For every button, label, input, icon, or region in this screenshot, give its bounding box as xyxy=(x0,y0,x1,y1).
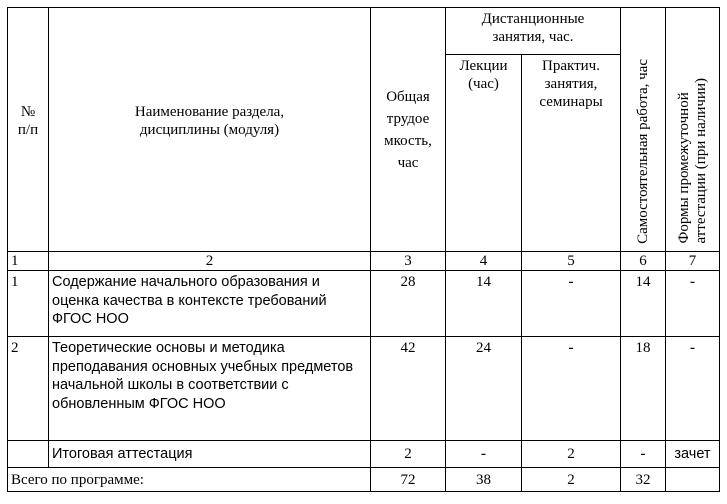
row-practical: 2 xyxy=(522,441,621,468)
total-practical: 2 xyxy=(522,468,621,492)
total-self-work: 32 xyxy=(621,468,666,492)
row-attestation: зачет xyxy=(666,441,720,468)
column-numbers-row xyxy=(8,252,720,271)
row-self-work: 14 xyxy=(621,271,666,337)
program-table xyxy=(7,7,720,492)
header-attestation xyxy=(666,8,720,252)
colnum-6: 6 xyxy=(621,252,666,271)
row-total: 2 xyxy=(371,441,446,468)
header-self-work-text: Самостоятельная работа, час xyxy=(634,59,651,244)
total-label: Всего по программе: xyxy=(8,468,371,492)
row-attestation: - xyxy=(666,337,720,441)
row-self-work: - xyxy=(621,441,666,468)
row-practical: - xyxy=(522,271,621,337)
header-attestation-text: Формы промежуточной аттестации (при наличии) xyxy=(675,78,709,244)
colnum-5: 5 xyxy=(522,252,621,271)
colnum-2: 2 xyxy=(49,252,371,271)
row-lectures: 24 xyxy=(446,337,522,441)
table-row xyxy=(8,337,720,441)
table-row xyxy=(8,441,720,468)
row-lectures: - xyxy=(446,441,522,468)
table-row xyxy=(8,271,720,337)
header-self-work xyxy=(621,8,666,252)
header-distance: Дистанционные занятия, час. xyxy=(446,8,621,55)
colnum-7: 7 xyxy=(666,252,720,271)
total-lectures: 38 xyxy=(446,468,522,492)
total-row xyxy=(8,468,720,492)
row-attestation: - xyxy=(666,271,720,337)
row-name: Содержание начального образования и оценка качества в контексте требований ФГОС НОО xyxy=(49,271,371,337)
row-self-work: 18 xyxy=(621,337,666,441)
header-practical: Практич. занятия, семинары xyxy=(522,55,621,252)
row-total: 42 xyxy=(371,337,446,441)
row-total: 28 xyxy=(371,271,446,337)
row-lectures: 14 xyxy=(446,271,522,337)
row-num: 1 xyxy=(8,271,49,337)
row-num xyxy=(8,441,49,468)
row-num: 2 xyxy=(8,337,49,441)
row-name: Теоретические основы и методика преподавания основных учебных предметов начальной школы в соответствии с обновленным ФГОС НОО xyxy=(49,337,371,441)
total-attestation xyxy=(666,468,720,492)
colnum-1: 1 xyxy=(8,252,49,271)
header-name: Наименование раздела, дисциплины (модуля) xyxy=(49,8,371,252)
header-num: № п/п xyxy=(8,8,49,252)
colnum-4: 4 xyxy=(446,252,522,271)
header-total: Общая трудое мкость, час xyxy=(371,8,446,252)
header-lectures: Лекции (час) xyxy=(446,55,522,252)
row-name: Итоговая аттестация xyxy=(49,441,371,468)
total-total: 72 xyxy=(371,468,446,492)
row-practical: - xyxy=(522,337,621,441)
colnum-3: 3 xyxy=(371,252,446,271)
